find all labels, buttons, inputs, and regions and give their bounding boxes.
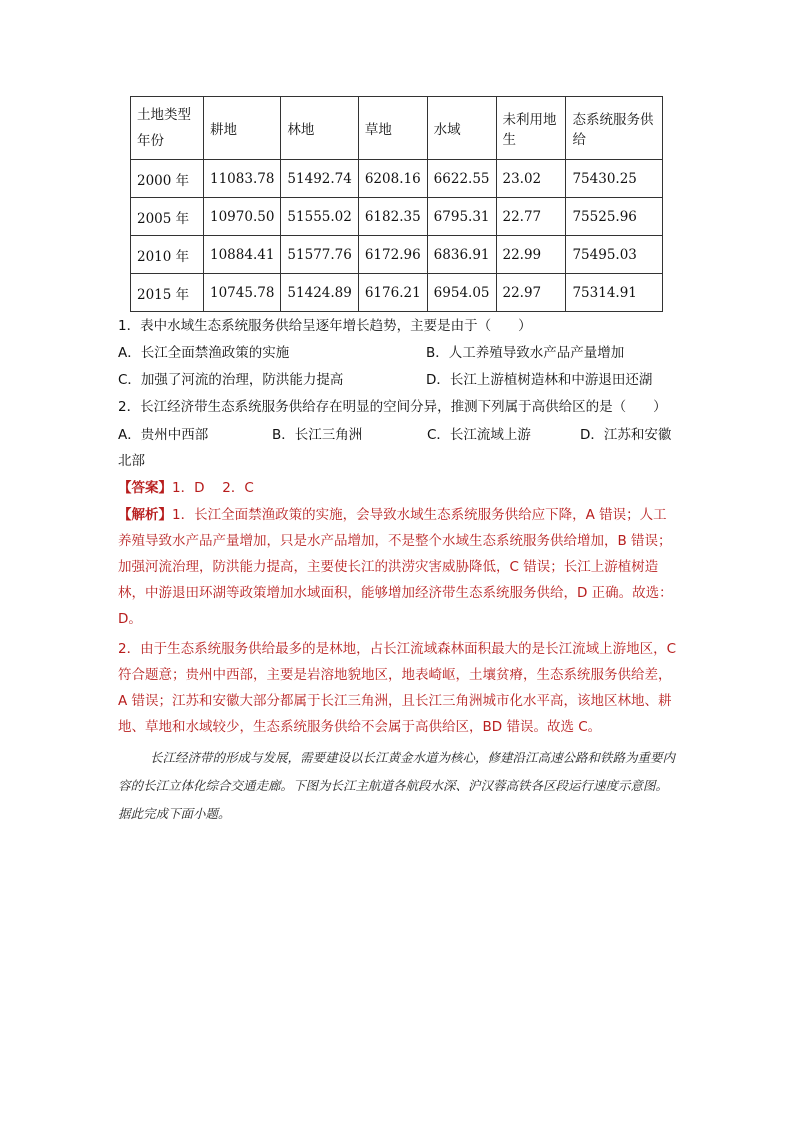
analysis-paragraph-1 [118, 502, 678, 632]
table-cell: 23.02 [496, 160, 566, 198]
table-cell: 10745.78 [204, 274, 281, 312]
header-cell: 耕地 [204, 97, 281, 160]
q2-option-a: A．贵州中西部 [118, 427, 209, 443]
table-cell: 51424.89 [281, 274, 358, 312]
question-1-stem: 1．表中水域生态系统服务供给呈逐年增长趋势，主要是由于（ ） [118, 318, 532, 334]
table-row [131, 198, 663, 236]
q2-option-d: D．江苏和安徽 [580, 427, 672, 443]
q2-option-c: C．长江流域上游 [427, 427, 531, 443]
corner-year: 年份 [137, 133, 164, 149]
table-cell: 11083.78 [204, 160, 281, 198]
answer-label: 【答案】 [118, 480, 172, 496]
table-cell: 6208.16 [358, 160, 427, 198]
q1-option-b: B．人工养殖导致水产品产量增加 [426, 345, 625, 361]
q2-option-b: B．长江三角洲 [272, 427, 363, 443]
table-header-row [131, 97, 663, 160]
next-section-intro: 长江经济带的形成与发展，需要建设以长江黄金水道为核心，修建沿江高速公路和铁路为重要内容的长江立体化综合交通走廊。下图为长江主航道各航段水深、沪汉蓉高铁各区段运行速度示意图。据此完成下面小题。 [118, 750, 676, 821]
analysis-text-1: 1．长江全面禁渔政策的实施，会导致水域生态系统服务供给应下降，A 错误；人工养殖导致水产品产量增加，只是水产品增加，不是整个水域生态系统服务供给增加，B 错误；加强河流治理，防洪能力提高，主要使长江的洪涝灾害威胁降低，C 错误；长江上游植树造林，中游退田环湖等政策增加水域面积，能够增加经济带生态系统服务供给，D 正确。故选：D。 [118, 507, 673, 627]
table-corner-cell [131, 97, 204, 160]
table-cell: 10970.50 [204, 198, 281, 236]
q2-option-d-continued: 北部 [118, 453, 145, 469]
table-cell: 6622.55 [427, 160, 496, 198]
q1-option-a: A．长江全面禁渔政策的实施 [118, 345, 290, 361]
header-cell: 态系统服务供给 [566, 97, 663, 160]
answer-line [118, 478, 254, 498]
table-cell: 6795.31 [427, 198, 496, 236]
table-cell: 22.99 [496, 236, 566, 274]
table-cell: 2010 年 [131, 236, 204, 274]
q1-option-c: C．加强了河流的治理，防洪能力提高 [118, 372, 344, 388]
table-cell: 6954.05 [427, 274, 496, 312]
table-cell: 2015 年 [131, 274, 204, 312]
table-cell: 6172.96 [358, 236, 427, 274]
question-2-stem: 2．长江经济带生态系统服务供给存在明显的空间分异，推测下列属于高供给区的是（ ） [118, 399, 667, 415]
table-cell: 2005 年 [131, 198, 204, 236]
table-cell: 6836.91 [427, 236, 496, 274]
q1-option-d: D．长江上游植树造林和中游退田还湖 [426, 372, 653, 388]
table-cell: 51555.02 [281, 198, 358, 236]
header-cell: 林地 [281, 97, 358, 160]
header-cell: 未利用地生 [496, 97, 566, 160]
table-cell: 51577.76 [281, 236, 358, 274]
table-row [131, 160, 663, 198]
table-row [131, 236, 663, 274]
land-type-table [130, 96, 663, 312]
table-row [131, 274, 663, 312]
header-cell: 草地 [358, 97, 427, 160]
analysis-paragraph-2: 2．由于生态系统服务供给最多的是林地，占长江流域森林面积最大的是长江流域上游地区，C 符合题意；贵州中西部，主要是岩溶地貌地区，地表崎岖，土壤贫瘠，生态系统服务供给差，A 错误；江苏和安徽大部分都属于长江三角洲，且长江三角洲城市化水平高，该地区林地、耕地、草地和水域较少，生态系统服务供给不会属于高供给区，BD 错误。故选 C。 [118, 641, 677, 735]
table-cell: 75525.96 [566, 198, 663, 236]
table-cell: 22.77 [496, 198, 566, 236]
table-cell: 10884.41 [204, 236, 281, 274]
table-cell: 51492.74 [281, 160, 358, 198]
table-cell: 22.97 [496, 274, 566, 312]
table-cell: 75430.25 [566, 160, 663, 198]
answer-text: 1．D 2．C [172, 480, 254, 496]
table-cell: 75495.03 [566, 236, 663, 274]
table-cell: 75314.91 [566, 274, 663, 312]
header-cell: 水域 [427, 97, 496, 160]
corner-land-type: 土地类型 [137, 107, 191, 123]
table-cell: 6182.35 [358, 198, 427, 236]
analysis-label: 【解析】 [118, 507, 172, 523]
table-cell: 2000 年 [131, 160, 204, 198]
table-cell: 6176.21 [358, 274, 427, 312]
